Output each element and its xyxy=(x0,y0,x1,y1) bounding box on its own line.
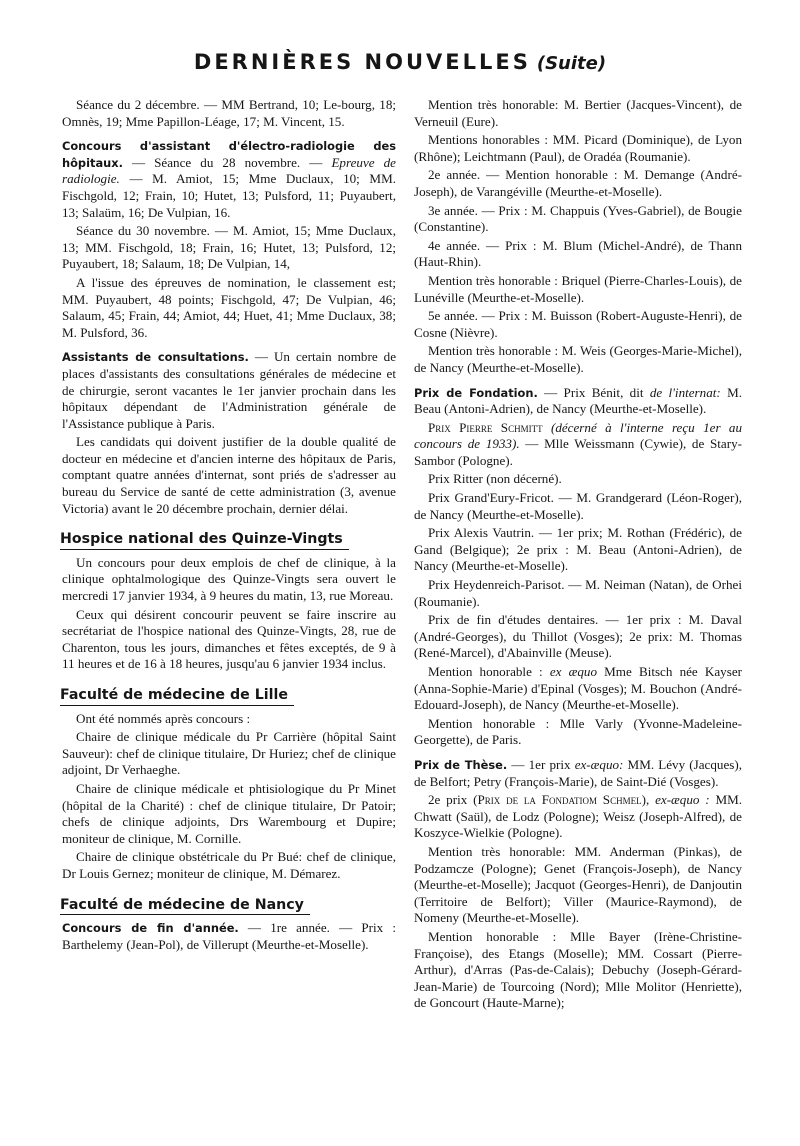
paragraph: Prix de Thèse. — 1er prix ex-æquo: MM. Lévy (Jacques), de Belfort; Petry (François-Marie), de Saint-Dié (Vosges). xyxy=(414,756,743,789)
paragraph-lead: Concours de fin d'année. xyxy=(62,921,239,936)
paragraph: 3e année. — Prix : M. Chappuis (Yves-Gabriel), de Bougie (Constantine). xyxy=(414,202,742,235)
paragraph: Mentions honorables : MM. Picard (Dominique), de Lyon (Rhône); Leichtmann (Paul), de Oradéa (Roumanie). xyxy=(414,132,742,164)
paragraph: Assistants de consultations. — Un certain nombre de places d'assistants des consultations générales de médecine et de chirurgie, seront vacantes le 1er janvier prochain dans les hôpitaux dépendant de l'Administration générale de l'Assistance publique à Paris. xyxy=(62,349,397,431)
section-heading: Faculté de médecine de Nancy xyxy=(60,897,310,916)
paragraph: Prix de Fondation. — Prix Bénit, dit de l'internat: M. Beau (Antoni-Adrien), de Nancy (Meurthe-et-Moselle). xyxy=(414,384,742,417)
left-column xyxy=(62,97,396,955)
paragraph: Prix Ritter (non décerné). xyxy=(428,471,562,487)
paragraph: Ceux qui désirent concourir peuvent se faire inscrire au secrétariat de l'hospice national des Quinze-Vingts, 28, rue de Charenton, tous les jours, dimanches et fêtes exceptés, de 9 à 11 heures et de 16 à 18 heures, jusqu'au 6 janvier 1934 inclus. xyxy=(62,606,396,672)
paragraph-lead: Concours d'assistant d'électro-radiologie des hôpitaux. xyxy=(62,139,396,170)
section-heading: Faculté de médecine de Lille xyxy=(60,687,294,706)
paragraph: Concours d'assistant d'électro-radiologie des hôpitaux. — Séance du 28 novembre. — Epreuve de radiologie. — M. Amiot, 15; Mme Duclaux, 10; MM. Fischgold, 12; Frain, 10; Hutet, 13; Pulsford, 11; Puyaubert, 13; Salaüm, 16; De Vulpian, 16. xyxy=(62,139,396,220)
paragraph-lead: Prix de Thèse. xyxy=(414,757,508,772)
paragraph: Séance du 30 novembre. — M. Amiot, 15; Mme Duclaux, 13; MM. Fischgold, 18; Frain, 16; Hutet, 13; Pulsford, 12; Puyaubert, 18; Salaum, 18; De Vulpian, 14, xyxy=(62,223,396,272)
paragraph: Mention très honorable: M. Bertier (Jacques-Vincent), de Verneuil (Eure). xyxy=(414,97,742,129)
paragraph: Concours de fin d'année. — 1re année. — Prix : Barthelemy (Jean-Pol), de Villerupt (Meurthe-et-Moselle). xyxy=(62,920,396,952)
paragraph: Chaire de clinique obstétricale du Pr Bué: chef de clinique, Dr Louis Gernez; moniteur de clinique, M. Démarez. xyxy=(62,849,396,881)
paragraph: Mention honorable : ex æquo Mme Bitsch née Kayser (Anna-Sophie-Marie) d'Epinal (Vosges); M. Bouchon (André-Edouard-Joseph), de Nancy (Meurthe-et-Moselle). xyxy=(414,664,742,713)
paragraph: Prix Heydenreich-Parisot. — M. Neiman (Natan), de Orhei (Roumanie). xyxy=(414,577,742,609)
paragraph: Séance du 2 décembre. — MM Bertrand, 10; Le-bourg, 18; Omnès, 19; Mme Papillon-Léage, 17; M. Vincent, 15. xyxy=(62,97,396,129)
paragraph: Prix Alexis Vautrin. — 1er prix; M. Rothan (Frédéric), de Gand (Belgique); 2e prix : M. Beau (Antoni-Adrien), de Nancy (Meurthe-et-Moselle). xyxy=(414,525,742,574)
paragraph: Mention honorable : Mlle Varly (Yvonne-Madeleine-Georgette), de Paris. xyxy=(414,715,742,748)
paragraph: Prix Grand'Eury-Fricot. — M. Grandgerard (Léon-Roger), de Nancy (Meurthe-et-Moselle). xyxy=(414,490,742,522)
paragraph: 5e année. — Prix : M. Buisson (Robert-Auguste-Henri), de Cosne (Nièvre). xyxy=(414,308,742,340)
paragraph: Chaire de clinique médicale et phtisiologique du Pr Minet (hôpital de la Charité) : chef de clinique titulaire, Dr Patoir; chefs de clinique adjoints, Drs Warembourg et Dupire; moniteur de clinique, M. Cornille. xyxy=(62,780,396,846)
paragraph: A l'issue des épreuves de nomination, le classement est; MM. Puyaubert, 48 points; Fischgold, 47; De Vulpian, 46; Salaum, 45; Frain, 44; Amiot, 44; Huet, 41; Mme Duclaux, 38; M. Pulsford, 36. xyxy=(62,274,396,340)
paragraph: 2e prix (Prix de la Fondatiom Schmel), ex-æquo : MM. Chwatt (Saül), de Lodz (Pologne); Weisz (Joseph-Alfred), de Koszyce-Wielkie (Pologne). xyxy=(414,792,743,841)
right-column xyxy=(414,97,742,1014)
section-heading: Hospice national des Quinze-Vingts xyxy=(60,531,349,550)
paragraph: Prix de fin d'études dentaires. — 1er prix : M. Daval (André-Georges), du Thillot (Vosges); 2e prix: M. Thomas (René-Marcel), d'Abainville (Meuse). xyxy=(414,612,742,661)
title-suite: (Suite) xyxy=(536,53,607,74)
paragraph: Mention très honorable : Briquel (Pierre-Charles-Louis), de Lunéville (Meurthe-et-Moselle). xyxy=(414,272,742,305)
paragraph: Ont été nommés après concours : xyxy=(76,710,251,726)
paragraph: Mention très honorable : M. Weis (Georges-Marie-Michel), de Nancy (Meurthe-et-Moselle). xyxy=(414,343,742,375)
paragraph: Les candidats qui doivent justifier de la double qualité de docteur en médecine et d'ancien interne des hôpitaux de Paris, comptant quatre années d'internat, sont priés de s'adresser au bureau du Service de santé de cette administration (3, avenue Victoria) avant le 20 décembre prochain, dernier délai. xyxy=(62,434,396,516)
paragraph: Un concours pour deux emplois de chef de clinique, à la clinique ophtalmologique des Quinze-Vingts sera ouvert le mercredi 17 janvier 1934, à 9 heures du matin, 13, rue Moreau. xyxy=(62,554,396,604)
paragraph: Prix Pierre Schmitt (décerné à l'interne reçu 1er au concours de 1933). — Mlle Weissmann (Cywie), de Stary-Sambor (Pologne). xyxy=(414,419,743,468)
page-title xyxy=(0,50,800,74)
paragraph: 2e année. — Mention honorable : M. Demange (André-Joseph), de Varangéville (Meurthe-et-Moselle). xyxy=(414,167,742,199)
paragraph: 4e année. — Prix : M. Blum (Michel-André), de Thann (Haut-Rhin). xyxy=(414,237,742,270)
paragraph-lead: Assistants de consultations. xyxy=(62,350,249,365)
paragraph-lead: Prix de Fondation. xyxy=(414,385,538,400)
paragraph: Mention honorable : Mlle Bayer (Irène-Christine-Françoise), des Etangs (Moselle); MM. Cossart (Pierre-Arthur), d'Arras (Pas-de-Calais); Debuchy (Joseph-Gérard-Jean-Marie) de Tourcoing (Nord); Mlle Molitor (Henriette), de Goncourt (Haute-Marne); xyxy=(414,928,742,1011)
paragraph: Chaire de clinique médicale du Pr Carrière (hôpital Saint Sauveur): chef de clinique titulaire, Dr Huriez; chef de clinique adjoint, Dr Verhaeghe. xyxy=(62,729,396,778)
paragraph: Mention très honorable: MM. Anderman (Pinkas), de Podzamcze (Pologne); Genet (François-Joseph), de Nancy (Meurthe-et-Moselle); Jacquot (Georges-Henri), de Danjoutin (Territoire de Belfort); Viller (Maurice-Raymond), de Nomeny (Meurthe-et-Moselle). xyxy=(414,843,742,926)
title-text: DERNIÈRES NOUVELLES xyxy=(193,50,531,74)
